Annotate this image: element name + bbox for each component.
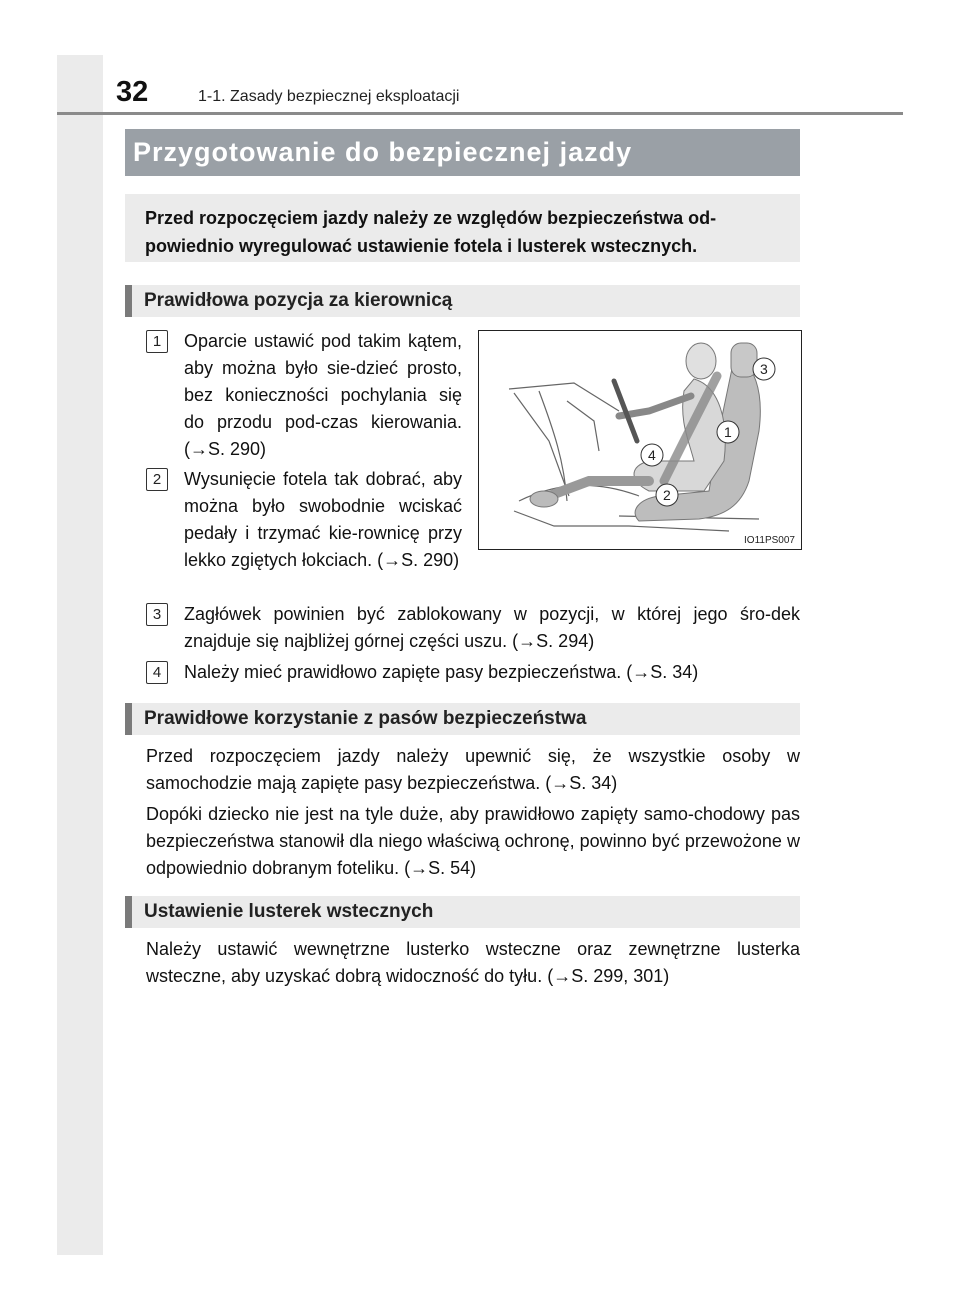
driving-position-figure [478, 330, 802, 550]
figure-callout-3: 3 [760, 361, 768, 377]
section-heading-driving-position [125, 285, 800, 317]
figure-callout-1: 1 [724, 424, 732, 440]
item-number-badge: 2 [146, 468, 168, 491]
list-item [146, 328, 462, 463]
item-text: Zagłówek powinien być zablokowany w pozycji, w której jego śro-dek znajduje się najbliżej górnej części uszu. (→S. 294) [184, 604, 800, 651]
driver-seat-illustration [479, 331, 801, 549]
header-rule [57, 112, 903, 115]
figure-callout-4: 4 [648, 447, 656, 463]
item-text: Wysunięcie fotela tak dobrać, aby można było swobodnie wciskać pedały i trzymać kie-rownicę przy lekko zgiętych łokciach. (→S. 290) [184, 469, 462, 570]
page-title: Przygotowanie do bezpiecznej jazdy [133, 137, 633, 167]
list-item [146, 601, 800, 655]
chapter-title: 1-1. Zasady bezpiecznej eksploatacji [198, 88, 460, 105]
section-heading-mirrors [125, 896, 800, 928]
intro-box [125, 194, 800, 262]
paragraph: Przed rozpoczęciem jazdy należy upewnić się, że wszystkie osoby w samochodzie mają zapięte pasy bezpieczeństwa. (→S. 34) [146, 746, 800, 793]
section-heading-label: Prawidłowa pozycja za kierownicą [144, 290, 453, 311]
page-title-bar [125, 129, 800, 176]
figure-code: IO11PS007 [744, 535, 795, 546]
item-number-badge: 4 [146, 661, 168, 684]
item-number-badge: 1 [146, 330, 168, 353]
section-heading-label: Ustawienie lusterek wstecznych [144, 901, 434, 922]
paragraph: Dopóki dziecko nie jest na tyle duże, aby prawidłowo zapięty samo-chodowy pas bezpieczeństwa stanowił dla niego właściwą ochronę, powinno być przewożone w odpowiednio dobranym foteliku. (→S. 54) [146, 804, 800, 878]
figure-callout-2: 2 [663, 487, 671, 503]
item-text: Oparcie ustawić pod takim kątem, aby można było sie-dzieć prosto, bez konieczności pochylania się do przodu pod-czas kierowania. (→S. 290) [184, 331, 462, 459]
intro-text: Przed rozpoczęciem jazdy należy ze względów bezpieczeństwa od-powiednio wyregulować ustawienie fotela i lusterek wstecznych. [145, 208, 717, 256]
side-band [57, 55, 103, 1255]
item-number-badge: 3 [146, 603, 168, 626]
section-heading-seat-belts [125, 703, 800, 735]
page-number: 32 [116, 76, 149, 108]
list-item [146, 659, 800, 686]
list-item [146, 466, 462, 574]
paragraph: Należy ustawić wewnętrzne lusterko wsteczne oraz zewnętrzne lusterka wsteczne, aby uzyskać dobrą widoczność do tyłu. (→S. 299, 301) [146, 939, 800, 986]
section-heading-label: Prawidłowe korzystanie z pasów bezpieczeństwa [144, 708, 587, 729]
item-text: Należy mieć prawidłowo zapięte pasy bezpieczeństwa. (→S. 34) [184, 662, 699, 682]
